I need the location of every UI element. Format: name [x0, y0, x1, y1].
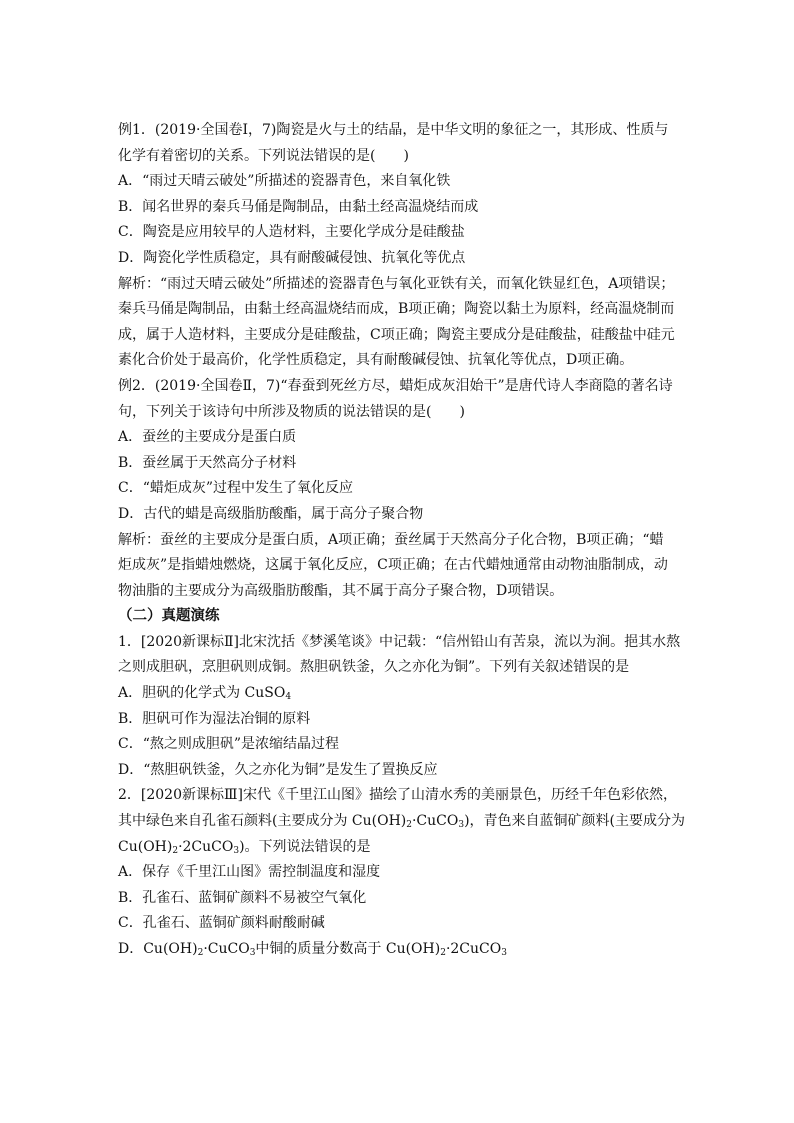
question-1-option-a-text: A．胆矾的化学式为 CuSO [118, 685, 286, 702]
question-1-line-2: 之则成胆矾，烹胆矾则成铜。熬胆矾铁釜，久之亦化为铜”。下列有关叙述错误的是 [118, 659, 630, 676]
document-body [118, 118, 686, 963]
question-1-option-b: B．胆矾可作为湿法冶铜的原料 [118, 710, 311, 727]
question-2-line-3 [118, 835, 678, 861]
question-2-option-d-part-c: 中铜的质量分数高于 Cu(OH) [255, 941, 441, 957]
question-2-option-d-part-d: ·2CuCO [445, 941, 502, 957]
question-2-option-d-part-a: D．Cu(OH) [118, 941, 198, 957]
question-2-line-2-part-b: ·CuCO [411, 813, 459, 830]
question-2-line-2-part-a: 其中绿色来自孔雀石颜料(主要成分为 Cu(OH) [118, 813, 407, 830]
question-2-line-3-part-c: )。下列说法错误的是 [239, 838, 371, 855]
subscript: 3 [249, 948, 256, 958]
question-2-option-a: A．保存《千里江山图》需控制温度和湿度 [118, 864, 381, 881]
subscript: 2 [440, 948, 446, 958]
example-2-option-d: D．古代的蜡是高级脂肪酸酯，属于高分子聚合物 [118, 505, 424, 522]
question-1-line-1: 1．[2020新课标Ⅱ]北宋沈括《梦溪笔谈》中记载：“信州铅山有苦泉，流以为涧。挹其水熬 [118, 633, 681, 650]
question-1-option-c: C．“熬之则成胆矾”是浓缩结晶过程 [118, 736, 340, 753]
question-2-option-d-part-b: ·CuCO [203, 941, 250, 957]
subscript: 3 [233, 845, 240, 856]
question-2-option-c: C．孔雀石、蓝铜矿颜料耐酸耐碱 [118, 915, 325, 932]
example-1-explanation-line-3: 成，属于人造材料，主要成分是硅酸盐，C项正确；陶瓷主要成分是硅酸盐，硅酸盐中硅元 [118, 326, 675, 343]
example-2-explanation-line-3: 物油脂的主要成分为高级脂肪酸酯，其不属于高分子聚合物，D项错误。 [118, 582, 564, 599]
question-2-option-b: B．孔雀石、蓝铜矿颜料不易被空气氧化 [118, 889, 367, 906]
example-2-question-line-2: 句，下列关于该诗句中所涉及物质的说法错误的是( ) [118, 403, 465, 420]
subscript: 2 [406, 820, 412, 831]
question-2-line-2 [118, 809, 686, 835]
question-1-option-a [118, 681, 678, 707]
question-2-option-d [118, 937, 678, 963]
example-2-explanation-line-1: 解析：蚕丝的主要成分是蛋白质，A项正确；蚕丝属于天然高分子化合物，B项正确；“蜡 [118, 531, 664, 548]
subscript: 4 [285, 692, 292, 703]
subscript: 2 [197, 948, 204, 958]
example-2-option-b: B．蚕丝属于天然高分子材料 [118, 454, 297, 471]
example-1-option-c: C．陶瓷是应用较早的人造材料，主要化学成分是硅酸盐 [118, 224, 465, 241]
example-1-explanation-line-4: 素化合价处于最高价，化学性质稳定，具有耐酸碱侵蚀、抗氧化等优点，D项正确。 [118, 352, 634, 369]
example-2-option-c: C．“蜡炬成灰”过程中发生了氧化反应 [118, 480, 354, 497]
example-1-option-d: D．陶瓷化学性质稳定，具有耐酸碱侵蚀、抗氧化等优点 [118, 249, 466, 266]
subscript: 3 [501, 948, 507, 958]
example-1-question-line-2: 化学有着密切的关系。下列说法错误的是( ) [118, 147, 409, 164]
example-2-question-line-1: 例2．(2019·全国卷Ⅱ，7)“春蚕到死丝方尽，蜡炬成灰泪始干”是唐代诗人李商隐的著名诗 [118, 377, 673, 394]
example-1-explanation-line-2: 秦兵马俑是陶制品，由黏土经高温烧结而成，B项正确；陶瓷以黏土为原料，经高温烧制而 [118, 301, 675, 318]
example-1-explanation-line-1: 解析：“雨过天晴云破处”所描述的瓷器青色与氧化亚铁有关，而氧化铁显红色，A项错误； [118, 275, 675, 292]
example-2-option-a: A．蚕丝的主要成分是蛋白质 [118, 429, 297, 446]
question-2-line-3-part-b: ·2CuCO [178, 838, 234, 855]
subscript: 2 [172, 845, 179, 856]
example-1-option-a: A．“雨过天晴云破处”所描述的瓷器青色，来自氧化铁 [118, 173, 451, 190]
question-2-line-1: 2．[2020新课标Ⅲ]宋代《千里江山图》描绘了山清水秀的美丽景色，历经千年色彩依然， [118, 787, 677, 804]
question-1-option-d: D．“熬胆矾铁釜，久之亦化为铜”是发生了置换反应 [118, 761, 438, 778]
question-2-line-2-part-c: )，青色来自蓝铜矿颜料(主要成分为 [464, 813, 686, 830]
question-2-line-3-part-a: Cu(OH) [118, 838, 173, 855]
example-2-explanation-line-2: 炬成灰”是指蜡烛燃烧，这属于氧化反应，C项正确；在古代蜡烛通常由动物油脂制成，动 [118, 557, 668, 574]
example-1-question-line-1: 例1．(2019·全国卷Ⅰ，7)陶瓷是火与土的结晶，是中华文明的象征之一，其形成、性质与 [118, 122, 669, 138]
subscript: 3 [458, 820, 465, 831]
example-1-option-b: B．闻名世界的秦兵马俑是陶制品，由黏土经高温烧结而成 [118, 198, 479, 215]
section-heading: （二）真题演练 [118, 608, 220, 625]
